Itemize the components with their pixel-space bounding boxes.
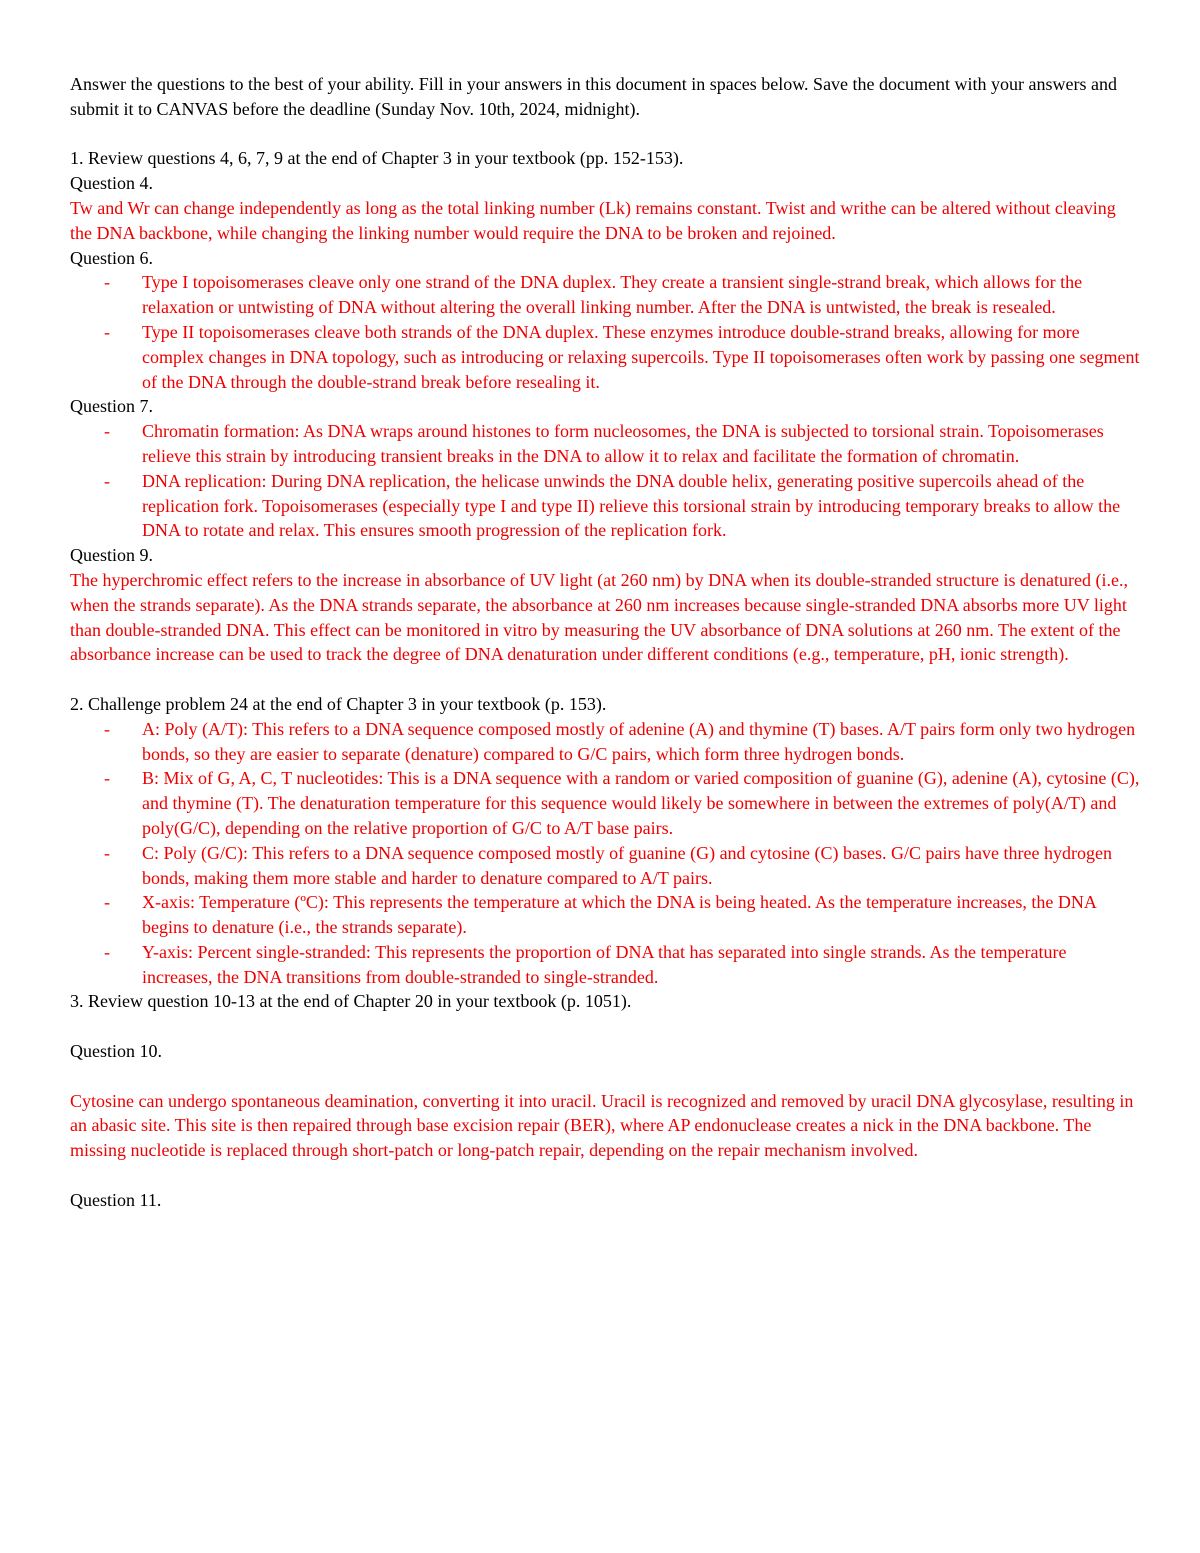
blank-line: [70, 122, 1140, 147]
section1-heading: 1. Review questions 4, 6, 7, 9 at the end of Chapter 3 in your textbook (pp. 152-153).: [70, 148, 684, 169]
list-item-text: A: Poly (A/T): This refers to a DNA sequence composed mostly of adenine (A) and thymine (T) bases. A/T pairs form only two hydrogen bonds, so they are easier to separate (denature) compared to G/C pairs, which form three hydrogen bonds.: [142, 718, 1136, 764]
list-item: [70, 270, 1140, 320]
list-item: [70, 419, 1140, 469]
list-item: [70, 469, 1140, 543]
list-item-text: Type I topoisomerases cleave only one strand of the DNA duplex. They create a transient single-strand break, which allows for the relaxation or untwisting of DNA without altering the overall linking number. After the DNA is untwisted, the break is resealed.: [142, 272, 1083, 318]
blank-line: [70, 1163, 1140, 1188]
section2-heading: 2. Challenge problem 24 at the end of Chapter 3 in your textbook (p. 153).: [70, 693, 607, 714]
list-item-text: X-axis: Temperature (ºC): This represents the temperature at which the DNA is being heated. As the temperature increases, the DNA begins to denature (i.e., the strands separate).: [142, 892, 1096, 938]
bullet-dash: -: [104, 718, 110, 739]
blank-line: [70, 1064, 1140, 1089]
question-9-answer: The hyperchromic effect refers to the increase in absorbance of UV light (at 260 nm) by DNA when its double-stranded structure is denatured (i.e., when the strands separate). As the DNA strands separate, the absorbance at 260 nm increases because single-stranded DNA absorbs more UV light than double-stranded DNA. This effect can be monitored in vitro by measuring the UV absorbance of DNA solutions at 260 nm. The extent of the absorbance increase can be used to track the degree of DNA denaturation under different conditions (e.g., temperature, pH, ionic strength).: [70, 569, 1128, 665]
challenge-24-answer-list: [70, 717, 1140, 990]
list-item: [70, 890, 1140, 940]
bullet-dash: -: [104, 272, 110, 293]
blank-line: [70, 667, 1140, 692]
bullet-dash: -: [104, 470, 110, 491]
question-10-answer: Cytosine can undergo spontaneous deamination, converting it into uracil. Uracil is recognized and removed by uracil DNA glycosylase, resulting in an abasic site. This site is then repaired through base excision repair (BER), where AP endonuclease creates a nick in the DNA backbone. The missing nucleotide is replaced through short-patch or long-patch repair, depending on the repair mechanism involved.: [70, 1090, 1134, 1161]
list-item: [70, 717, 1140, 767]
list-item: [70, 320, 1140, 394]
section3-heading: 3. Review question 10-13 at the end of Chapter 20 in your textbook (p. 1051).: [70, 991, 632, 1012]
bullet-dash: -: [104, 892, 110, 913]
blank-line: [70, 1014, 1140, 1039]
question-7-answer-list: [70, 419, 1140, 543]
list-item: [70, 766, 1140, 840]
list-item-text: B: Mix of G, A, C, T nucleotides: This is a DNA sequence with a random or varied composition of guanine (G), adenine (A), cytosine (C), and thymine (T). The denaturation temperature for this sequence would likely be somewhere in between the extremes of poly(A/T) and poly(G/C), depending on the relative proportion of G/C to A/T base pairs.: [142, 768, 1140, 838]
list-item-text: Chromatin formation: As DNA wraps around histones to form nucleosomes, the DNA is subjected to torsional strain. Topoisomerases relieve this strain by introducing transient breaks in the DNA to allow it to relax and facilitate the formation of chromatin.: [142, 421, 1104, 466]
question-11-label: Question 11.: [70, 1189, 162, 1210]
bullet-dash: -: [104, 421, 110, 442]
question-6-answer-list: [70, 270, 1140, 394]
instructions-paragraph: Answer the questions to the best of your ability. Fill in your answers in this document in spaces below. Save the document with your answers and submit it to CANVAS before the deadline (Sunday Nov. 10th, 2024, midnight).: [70, 74, 1117, 119]
question-4-answer: Tw and Wr can change independently as long as the total linking number (Lk) remains constant. Twist and writhe can be altered without cleaving the DNA backbone, while changing the linking number would require the DNA to be broken and rejoined.: [70, 197, 1116, 243]
list-item-text: Type II topoisomerases cleave both strands of the DNA duplex. These enzymes introduce double-strand breaks, allowing for more complex changes in DNA topology, such as introducing or relaxing supercoils. Type II topoisomerases often work by passing one segment of the DNA through the double-strand break before resealing it.: [142, 321, 1140, 392]
bullet-dash: -: [104, 321, 110, 342]
question-9-label: Question 9.: [70, 545, 153, 566]
question-10-label: Question 10.: [70, 1041, 162, 1062]
document-page: [70, 72, 1140, 1213]
list-item-text: C: Poly (G/C): This refers to a DNA sequence composed mostly of guanine (G) and cytosine (C) bases. G/C pairs have three hydrogen bonds, making them more stable and harder to denature compared to A/T pairs.: [142, 842, 1112, 888]
list-item-text: Y-axis: Percent single-stranded: This represents the proportion of DNA that has separated into single strands. As the temperature increases, the DNA transitions from double-stranded to single-stranded.: [142, 941, 1067, 987]
bullet-dash: -: [104, 768, 110, 789]
question-7-label: Question 7.: [70, 396, 153, 417]
bullet-dash: -: [104, 941, 110, 962]
question-4-label: Question 4.: [70, 173, 153, 194]
bullet-dash: -: [104, 842, 110, 863]
list-item: [70, 940, 1140, 990]
list-item: [70, 841, 1140, 891]
list-item-text: DNA replication: During DNA replication, the helicase unwinds the DNA double helix, generating positive supercoils ahead of the replication fork. Topoisomerases (especially type I and type II) relieve this torsional strain by introducing temporary breaks to allow the DNA to rotate and relax. This ensures smooth progression of the replication fork.: [142, 470, 1121, 541]
question-6-label: Question 6.: [70, 247, 153, 268]
